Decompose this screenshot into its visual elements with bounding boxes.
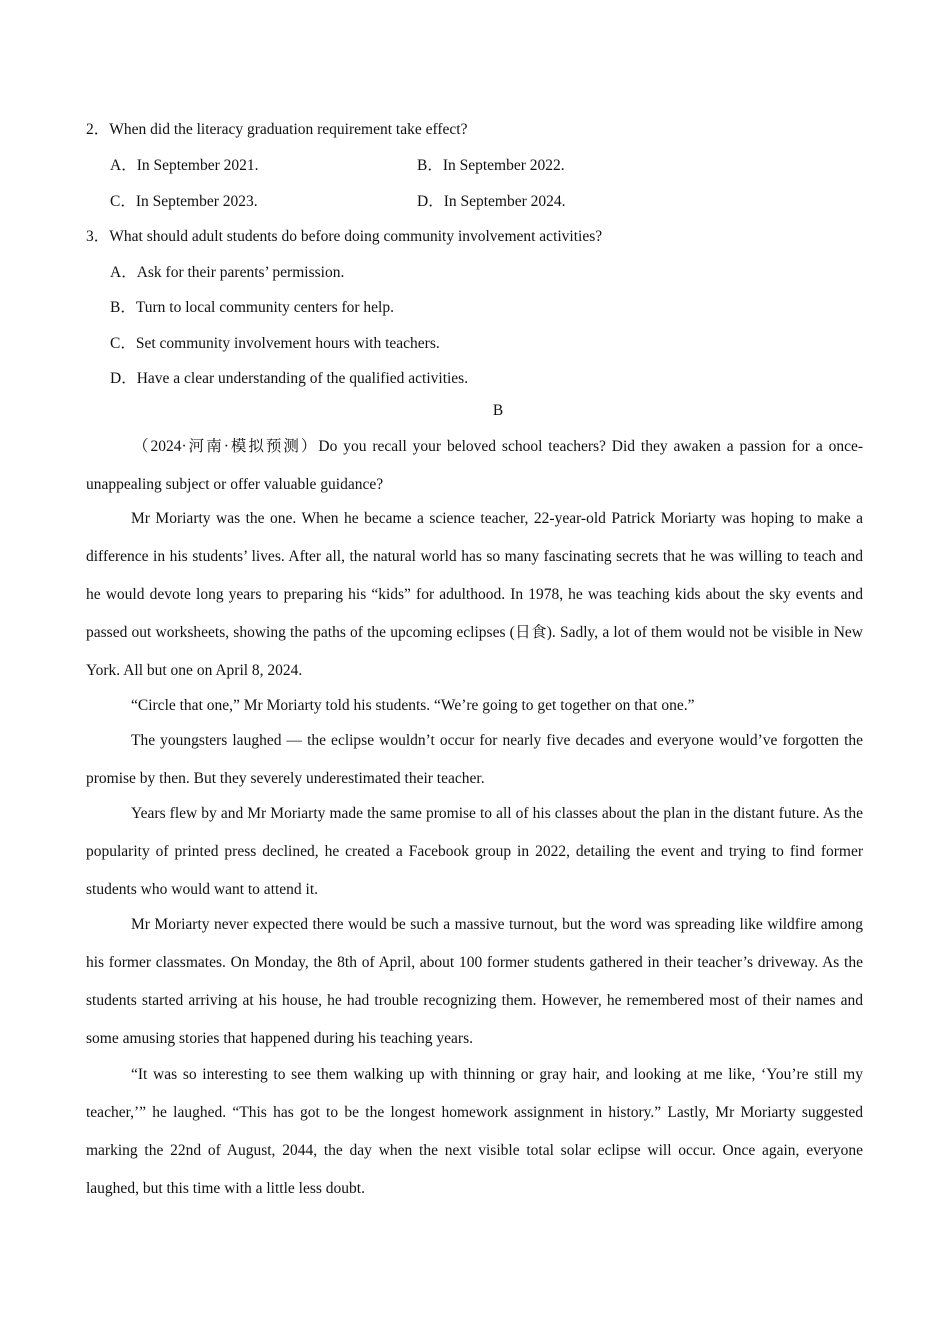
passage-paragraph: Mr Moriarty never expected there would be such a massive turnout, but the word was spreading like wildfire among his former classmates. On Monday, the 8th of April, about 100 former students gathered in their teacher’s driveway. As the students started arriving at his house, he had trouble recognizing them. However, he remembered most of their names and some amusing stories that happened during his teaching years. [86,916,863,1047]
question-3-option-a: A．Ask for their parents’ permission. [110,264,345,281]
passage-paragraph: Mr Moriarty was the one. When he became a science teacher, 22-year-old Patrick Moriarty was hoping to make a difference in his students’ lives. After all, the natural world has so many fascinating secrets that he was willing to teach and he would devote long years to preparing his “kids” for adulthood. In 1978, he was teaching kids about the sky events and passed out worksheets, showing the paths of the upcoming eclipses (日食). Sadly, a lot of them would not be visible in New York. All but one on April 8, 2024. [86,510,863,679]
question-3-option-c: C．Set community involvement hours with teachers. [110,335,440,352]
passage-paragraph: The youngsters laughed — the eclipse wouldn’t occur for nearly five decades and everyone would’ve forgotten the promise by then. But they severely underestimated their teacher. [86,732,863,787]
section-label: B [492,402,504,419]
question-3-stem: 3．What should adult students do before doing community involvement activities? [86,228,603,245]
question-3-option-b: B．Turn to local community centers for help. [110,299,394,316]
passage-paragraph: Years flew by and Mr Moriarty made the same promise to all of his classes about the plan in the distant future. As the popularity of printed press declined, he created a Facebook group in 2022, detailing the event and trying to find former students who would want to attend it. [86,805,863,898]
question-2-option-a: A．In September 2021. [110,157,259,174]
passage-paragraph: “It was so interesting to see them walking up with thinning or gray hair, and looking at me like, ‘You’re still my teacher,’” he laughed. “This has got to be the longest homework assignment in history.” Lastly, Mr Moriarty suggested marking the 22nd of August, 2044, the day when the next visible total solar eclipse will occur. Once again, everyone laughed, but this time with a little less doubt. [86,1066,863,1197]
passage-paragraph: （2024·河南·模拟预测）Do you recall your beloved school teachers? Did they awaken a passion for a once-unappealing subject or offer valuable guidance? [86,438,863,493]
passage-paragraph: “Circle that one,” Mr Moriarty told his students. “We’re going to get together on that one.” [131,697,695,714]
question-2-option-c: C．In September 2023. [110,193,258,210]
question-2-stem: 2．When did the literacy graduation requirement take effect? [86,121,468,138]
question-3-option-d: D．Have a clear understanding of the qualified activities. [110,370,469,387]
question-2-option-d: D．In September 2024. [417,193,566,210]
question-2-option-b: B．In September 2022. [417,157,565,174]
